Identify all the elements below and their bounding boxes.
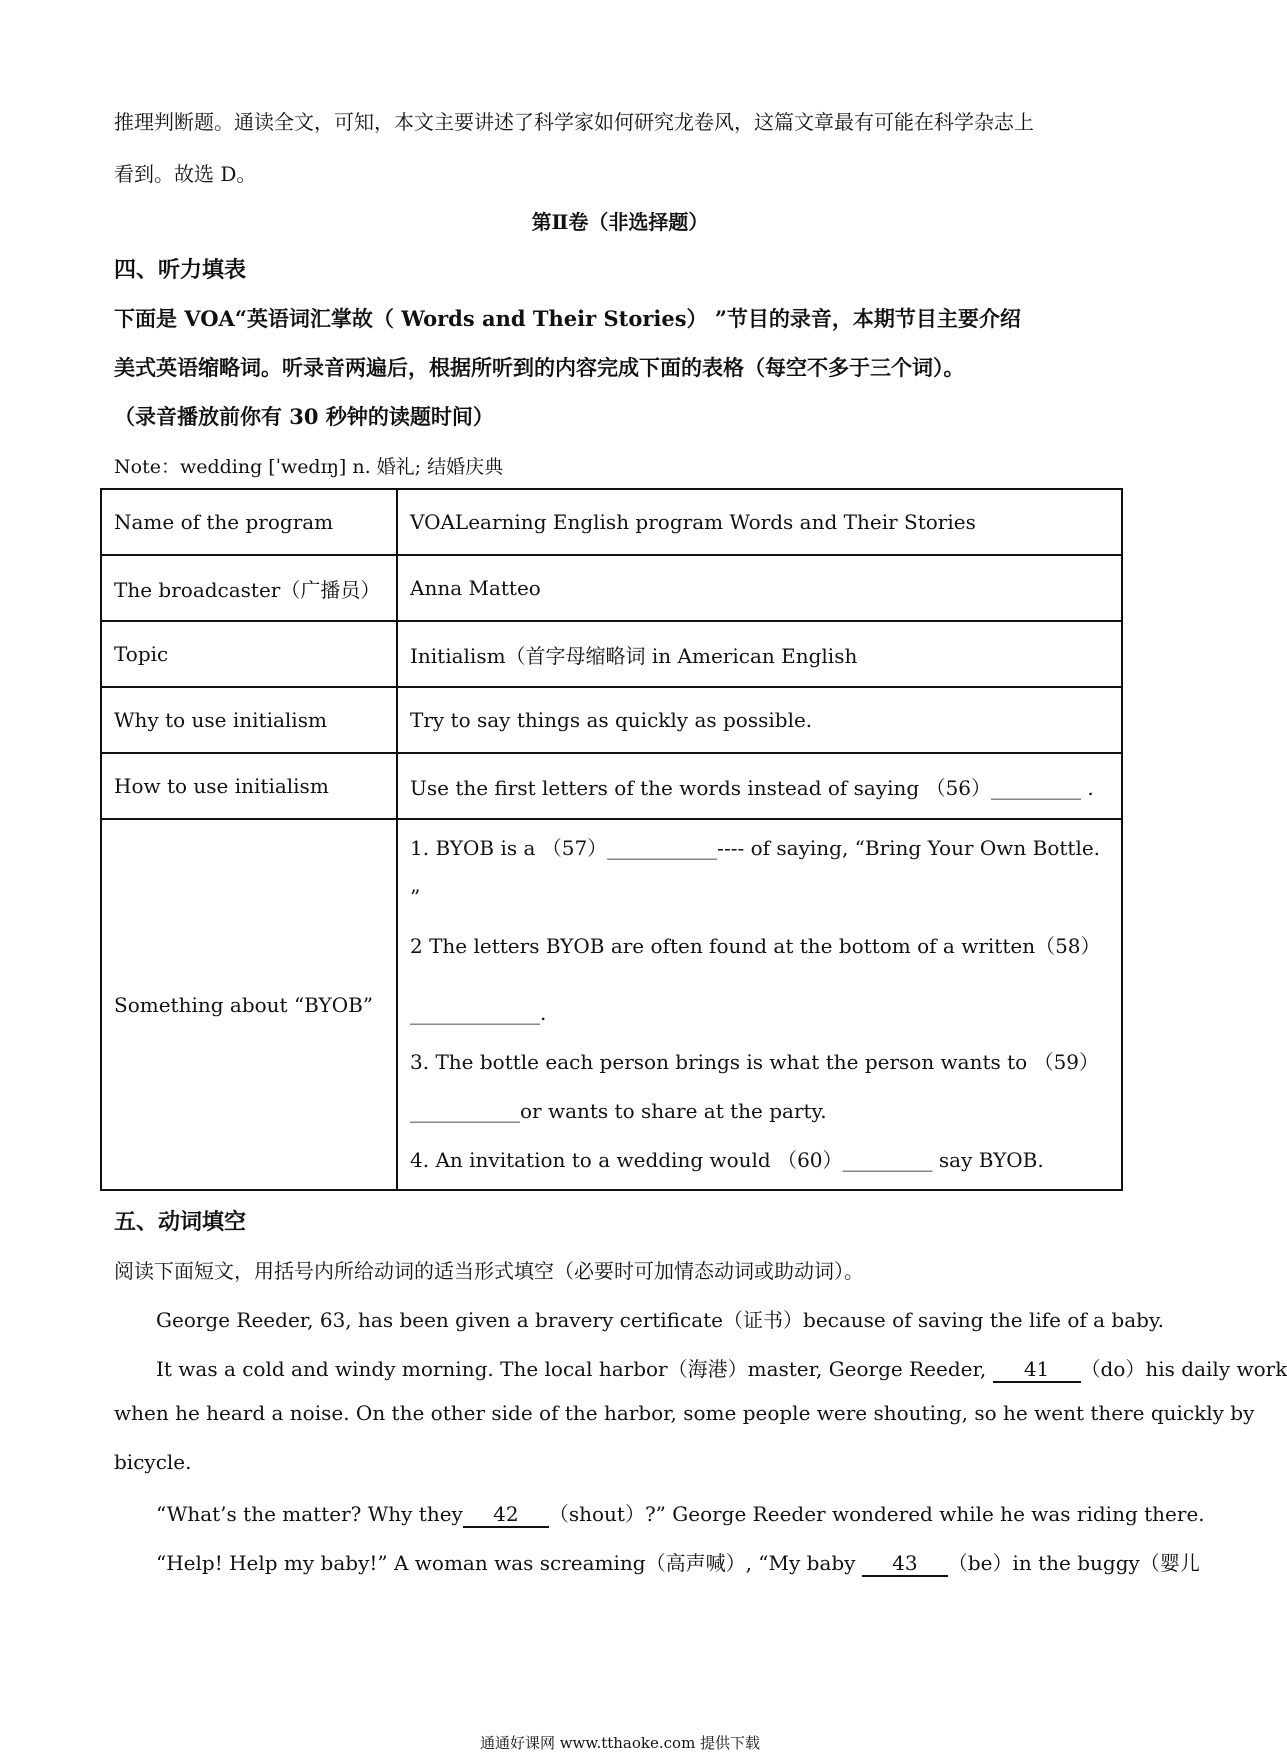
- row-value: VOALearning English program Words and Their Stories: [397, 489, 1122, 555]
- table-row: [101, 621, 1122, 687]
- row-label: Something about “BYOB”: [101, 819, 397, 1190]
- answer-explanation-line-2: 看到。故选 D。: [114, 162, 257, 186]
- byob-line-57: 1. BYOB is a （57）___________---- of saying, “Bring Your Own Bottle. ”: [410, 836, 1101, 909]
- passage-text: （be）in the buggy（婴儿: [947, 1551, 1200, 1575]
- passage-paragraph-4: [156, 1547, 1200, 1577]
- row-label: Name of the program: [101, 489, 397, 555]
- passage-paragraph-2-line-2: when he heard a noise. On the other side of the harbor, some people were shouting, so he went there quickly by: [114, 1401, 1255, 1425]
- byob-line-58: 2 The letters BYOB are often found at the bottom of a written（58）: [410, 934, 1101, 958]
- passage-paragraph-1: George Reeder, 63, has been given a bravery certificate（证书）because of saving the life of a baby.: [156, 1308, 1164, 1332]
- blank-42[interactable]: 42: [463, 1502, 549, 1528]
- table-row: [101, 687, 1122, 753]
- section4-heading: 四、听力填表: [114, 257, 247, 283]
- passage-text: “Help! Help my baby!” A woman was screaming（高声喊）, “My baby: [156, 1551, 862, 1575]
- section-title: 第Ⅱ卷（非选择题）: [531, 210, 709, 234]
- byob-details: [397, 819, 1122, 1190]
- answer-explanation-line-1: 推理判断题。通读全文，可知，本文主要讲述了科学家如何研究龙卷风，这篇文章最有可能在科学杂志上: [114, 110, 1034, 134]
- blank-43[interactable]: 43: [862, 1551, 948, 1577]
- listening-table: [100, 488, 1123, 1191]
- row-label: Why to use initialism: [101, 687, 397, 753]
- section4-instruction-3: （录音播放前你有 30 秒钟的读题时间）: [114, 404, 494, 429]
- row-label: The broadcaster（广播员）: [101, 555, 397, 621]
- table-row: [101, 555, 1122, 621]
- passage-paragraph-2-line-3: bicycle.: [114, 1450, 192, 1474]
- byob-line-59: 3. The bottle each person brings is what the person wants to （59）: [410, 1050, 1100, 1074]
- passage-paragraph-2-line-1: [156, 1353, 1287, 1383]
- passage-text: （do）his daily work: [1080, 1357, 1287, 1381]
- row-label: How to use initialism: [101, 753, 397, 819]
- page-footer: 通通好课网 www.tthaoke.com 提供下载: [479, 1734, 761, 1752]
- row-label: Topic: [101, 621, 397, 687]
- byob-line-59-cont: ___________or wants to share at the party.: [410, 1099, 827, 1123]
- row-value: Try to say things as quickly as possible.: [397, 687, 1122, 753]
- section5-heading: 五、动词填空: [114, 1209, 247, 1235]
- table-row-byob: [101, 819, 1122, 1190]
- section5-instruction: 阅读下面短文，用括号内所给动词的适当形式填空（必要时可加情态动词或助动词）。: [114, 1259, 864, 1283]
- byob-line-60: 4. An invitation to a wedding would （60）_________ say BYOB.: [410, 1148, 1044, 1172]
- blank-41[interactable]: 41: [993, 1357, 1081, 1383]
- table-row: [101, 753, 1122, 819]
- passage-text: It was a cold and windy morning. The local harbor（海港）master, George Reeder,: [156, 1357, 993, 1381]
- section4-instruction-2: 美式英语缩略词。听录音两遍后，根据所听到的内容完成下面的表格（每空不多于三个词）。: [114, 355, 965, 380]
- row-value: Anna Matteo: [397, 555, 1122, 621]
- byob-line-58-blank: _____________.: [410, 1001, 547, 1025]
- passage-paragraph-3: [156, 1498, 1205, 1528]
- row-value: Initialism（首字母缩略词 in American English: [397, 621, 1122, 687]
- table-row: [101, 489, 1122, 555]
- vocabulary-note: Note：wedding [ˈwedɪŋ] n. 婚礼; 结婚庆典: [114, 456, 504, 478]
- passage-text: “What’s the matter? Why they: [156, 1502, 463, 1526]
- section4-instruction-1: 下面是 VOA“英语词汇掌故（ Words and Their Stories） ”节目的录音，本期节目主要介绍: [114, 306, 1021, 331]
- passage-text: （shout）?” George Reeder wondered while he was riding there.: [548, 1502, 1205, 1526]
- row-value: Use the first letters of the words instead of saying （56）_________ .: [397, 753, 1122, 819]
